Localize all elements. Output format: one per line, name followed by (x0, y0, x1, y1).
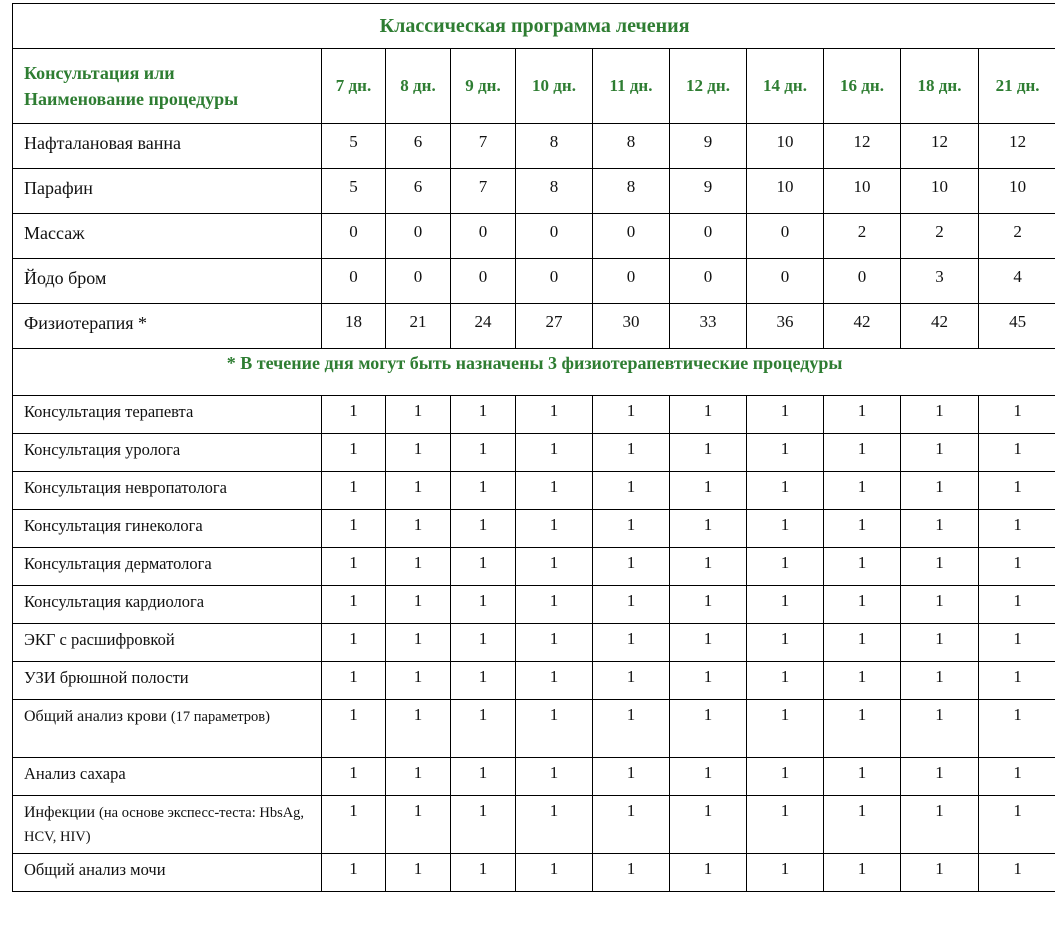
day-column-header: 16 дн. (824, 49, 901, 124)
value-cell: 1 (901, 854, 979, 892)
value-cell: 1 (670, 758, 747, 796)
value-cell: 1 (979, 548, 1055, 586)
value-cell: 0 (322, 259, 386, 304)
value-cell: 1 (670, 396, 747, 434)
day-column-header: 21 дн. (979, 49, 1055, 124)
value-cell: 0 (747, 259, 824, 304)
value-cell: 36 (747, 304, 824, 349)
value-cell: 0 (516, 259, 593, 304)
value-cell: 1 (670, 472, 747, 510)
value-cell: 1 (824, 758, 901, 796)
value-cell: 1 (901, 510, 979, 548)
value-cell: 1 (451, 662, 516, 700)
table-row (13, 304, 1055, 349)
value-cell: 42 (824, 304, 901, 349)
value-cell: 9 (670, 169, 747, 214)
procedure-name-cell (13, 586, 322, 624)
table-row (13, 472, 1055, 510)
value-cell: 1 (386, 758, 451, 796)
table-row (13, 124, 1055, 169)
value-cell: 1 (593, 700, 670, 758)
value-cell: 1 (747, 510, 824, 548)
procedure-name-cell (13, 700, 322, 758)
value-cell: 1 (516, 396, 593, 434)
value-cell: 1 (386, 548, 451, 586)
value-cell: 1 (979, 624, 1055, 662)
day-column-header: 10 дн. (516, 49, 593, 124)
value-cell: 30 (593, 304, 670, 349)
procedure-name-cell (13, 758, 322, 796)
value-cell: 1 (901, 548, 979, 586)
table-row (13, 758, 1055, 796)
value-cell: 1 (322, 624, 386, 662)
value-cell: 1 (322, 854, 386, 892)
value-cell: 1 (670, 434, 747, 472)
value-cell: 1 (593, 434, 670, 472)
value-cell: 1 (451, 548, 516, 586)
value-cell: 0 (516, 214, 593, 259)
value-cell: 1 (516, 548, 593, 586)
value-cell: 18 (322, 304, 386, 349)
value-cell: 1 (593, 854, 670, 892)
value-cell: 10 (901, 169, 979, 214)
value-cell: 1 (979, 510, 1055, 548)
value-cell: 1 (386, 662, 451, 700)
day-column-header: 11 дн. (593, 49, 670, 124)
value-cell: 1 (451, 472, 516, 510)
value-cell: 1 (386, 434, 451, 472)
value-cell: 1 (747, 434, 824, 472)
value-cell: 2 (979, 214, 1055, 259)
value-cell: 1 (451, 796, 516, 854)
value-cell: 1 (322, 510, 386, 548)
procedure-name-cell (13, 169, 322, 214)
value-cell: 10 (747, 169, 824, 214)
value-cell: 1 (593, 758, 670, 796)
procedure-name: ЭКГ с расшифровкой (24, 630, 175, 649)
value-cell: 1 (901, 662, 979, 700)
value-cell: 1 (824, 472, 901, 510)
value-cell: 1 (901, 624, 979, 662)
value-cell: 1 (322, 700, 386, 758)
procedure-name-cell (13, 214, 322, 259)
value-cell: 1 (451, 434, 516, 472)
value-cell: 1 (979, 472, 1055, 510)
value-cell: 1 (593, 662, 670, 700)
value-cell: 27 (516, 304, 593, 349)
value-cell: 1 (901, 586, 979, 624)
value-cell: 1 (593, 396, 670, 434)
procedure-name: Общий анализ крови (24, 708, 167, 725)
value-cell: 1 (901, 700, 979, 758)
procedure-name-cell (13, 624, 322, 662)
value-cell: 1 (670, 854, 747, 892)
value-cell: 1 (516, 758, 593, 796)
table-row (13, 854, 1055, 892)
value-cell: 1 (386, 700, 451, 758)
treatment-program-table (12, 3, 1055, 892)
procedure-name-cell (13, 548, 322, 586)
value-cell: 1 (901, 434, 979, 472)
value-cell: 1 (451, 510, 516, 548)
table-title: Классическая программа лечения (13, 4, 1055, 49)
value-cell: 1 (824, 396, 901, 434)
value-cell: 0 (386, 259, 451, 304)
procedure-name: Анализ сахара (24, 764, 126, 783)
value-cell: 33 (670, 304, 747, 349)
value-cell: 0 (824, 259, 901, 304)
table-row (13, 510, 1055, 548)
day-column-header: 18 дн. (901, 49, 979, 124)
procedure-header-line2: Наименование процедуры (24, 89, 239, 109)
value-cell: 0 (322, 214, 386, 259)
value-cell: 1 (386, 396, 451, 434)
procedure-name: Консультация невропатолога (24, 478, 227, 497)
procedure-column-header (13, 49, 322, 124)
value-cell: 1 (451, 396, 516, 434)
value-cell: 7 (451, 169, 516, 214)
note-row (13, 349, 1055, 396)
day-column-header: 9 дн. (451, 49, 516, 124)
value-cell: 12 (979, 124, 1055, 169)
value-cell: 1 (901, 796, 979, 854)
value-cell: 1 (322, 548, 386, 586)
value-cell: 5 (322, 124, 386, 169)
value-cell: 1 (451, 758, 516, 796)
value-cell: 1 (386, 472, 451, 510)
value-cell: 1 (824, 796, 901, 854)
day-column-header: 14 дн. (747, 49, 824, 124)
value-cell: 1 (516, 662, 593, 700)
value-cell: 1 (322, 586, 386, 624)
value-cell: 1 (451, 700, 516, 758)
value-cell: 1 (747, 586, 824, 624)
value-cell: 2 (901, 214, 979, 259)
value-cell: 1 (824, 854, 901, 892)
value-cell: 1 (386, 624, 451, 662)
value-cell: 0 (451, 259, 516, 304)
procedure-name-cell (13, 854, 322, 892)
value-cell: 1 (516, 434, 593, 472)
value-cell: 1 (824, 662, 901, 700)
value-cell: 1 (979, 854, 1055, 892)
value-cell: 1 (824, 510, 901, 548)
value-cell: 1 (824, 586, 901, 624)
value-cell: 9 (670, 124, 747, 169)
procedure-name-cell (13, 796, 322, 854)
value-cell: 1 (979, 796, 1055, 854)
value-cell: 1 (670, 548, 747, 586)
day-column-header: 8 дн. (386, 49, 451, 124)
procedure-name-cell (13, 124, 322, 169)
value-cell: 1 (747, 796, 824, 854)
value-cell: 1 (824, 700, 901, 758)
value-cell: 1 (670, 700, 747, 758)
value-cell: 1 (593, 510, 670, 548)
value-cell: 12 (901, 124, 979, 169)
value-cell: 1 (516, 624, 593, 662)
procedure-name: Массаж (24, 223, 85, 243)
value-cell: 1 (979, 700, 1055, 758)
procedure-name-cell (13, 472, 322, 510)
value-cell: 0 (593, 259, 670, 304)
day-column-header: 12 дн. (670, 49, 747, 124)
procedure-name-detail: (17 параметров) (170, 709, 270, 725)
procedure-name-detail: (на основе экспесс-теста: HbsAg, HCV, HIV) (24, 805, 305, 845)
procedure-name-cell (13, 434, 322, 472)
value-cell: 1 (322, 758, 386, 796)
value-cell: 21 (386, 304, 451, 349)
value-cell: 8 (516, 169, 593, 214)
value-cell: 1 (979, 758, 1055, 796)
table-row (13, 169, 1055, 214)
value-cell: 1 (747, 758, 824, 796)
procedure-name: Нафталановая ванна (24, 133, 182, 153)
value-cell: 10 (979, 169, 1055, 214)
value-cell: 1 (670, 796, 747, 854)
procedure-header-line1: Консультация или (24, 63, 175, 83)
value-cell: 1 (901, 472, 979, 510)
procedure-name: УЗИ брюшной полости (24, 668, 189, 687)
value-cell: 0 (451, 214, 516, 259)
table-row (13, 662, 1055, 700)
value-cell: 6 (386, 169, 451, 214)
value-cell: 1 (747, 624, 824, 662)
value-cell: 4 (979, 259, 1055, 304)
day-column-header: 7 дн. (322, 49, 386, 124)
value-cell: 10 (747, 124, 824, 169)
table-row (13, 586, 1055, 624)
table-row (13, 434, 1055, 472)
table-row (13, 624, 1055, 662)
value-cell: 12 (824, 124, 901, 169)
value-cell: 1 (593, 472, 670, 510)
physiotherapy-note: * В течение дня могут быть назначены 3 физиотерапевтические процедуры (13, 349, 1055, 396)
value-cell: 1 (516, 796, 593, 854)
value-cell: 1 (451, 624, 516, 662)
procedure-name: Парафин (24, 178, 93, 198)
value-cell: 1 (322, 396, 386, 434)
value-cell: 1 (386, 796, 451, 854)
value-cell: 1 (747, 700, 824, 758)
value-cell: 0 (670, 214, 747, 259)
value-cell: 1 (979, 434, 1055, 472)
value-cell: 8 (593, 169, 670, 214)
table-row (13, 548, 1055, 586)
value-cell: 1 (593, 548, 670, 586)
procedure-name: Физиотерапия * (24, 313, 148, 333)
value-cell: 1 (451, 586, 516, 624)
value-cell: 7 (451, 124, 516, 169)
value-cell: 1 (386, 510, 451, 548)
procedure-name: Инфекции (24, 804, 96, 821)
procedure-name: Консультация уролога (24, 440, 181, 459)
procedure-name-cell (13, 510, 322, 548)
table-row (13, 396, 1055, 434)
value-cell: 1 (516, 854, 593, 892)
value-cell: 1 (824, 548, 901, 586)
table-row (13, 796, 1055, 854)
value-cell: 1 (901, 396, 979, 434)
value-cell: 1 (516, 586, 593, 624)
value-cell: 1 (979, 586, 1055, 624)
value-cell: 3 (901, 259, 979, 304)
value-cell: 1 (516, 510, 593, 548)
procedure-name: Йодо бром (24, 268, 107, 288)
value-cell: 8 (516, 124, 593, 169)
table-row (13, 214, 1055, 259)
value-cell: 2 (824, 214, 901, 259)
value-cell: 1 (747, 396, 824, 434)
procedure-name: Консультация кардиолога (24, 592, 205, 611)
procedure-name: Консультация дерматолога (24, 554, 212, 573)
value-cell: 1 (747, 472, 824, 510)
value-cell: 1 (670, 510, 747, 548)
value-cell: 1 (670, 662, 747, 700)
table-row (13, 700, 1055, 758)
value-cell: 0 (670, 259, 747, 304)
value-cell: 1 (670, 586, 747, 624)
table-row (13, 259, 1055, 304)
value-cell: 1 (979, 662, 1055, 700)
value-cell: 1 (593, 586, 670, 624)
value-cell: 1 (322, 472, 386, 510)
procedure-name: Общий анализ мочи (24, 860, 166, 879)
procedure-name: Консультация терапевта (24, 402, 194, 421)
value-cell: 1 (593, 796, 670, 854)
value-cell: 1 (451, 854, 516, 892)
value-cell: 24 (451, 304, 516, 349)
value-cell: 1 (322, 796, 386, 854)
value-cell: 1 (747, 662, 824, 700)
treatment-program-sheet (12, 3, 1055, 892)
value-cell: 1 (979, 396, 1055, 434)
value-cell: 1 (386, 854, 451, 892)
value-cell: 1 (747, 854, 824, 892)
value-cell: 1 (322, 662, 386, 700)
procedure-name-cell (13, 396, 322, 434)
value-cell: 5 (322, 169, 386, 214)
procedure-name-cell (13, 304, 322, 349)
value-cell: 1 (670, 624, 747, 662)
value-cell: 1 (322, 434, 386, 472)
value-cell: 0 (593, 214, 670, 259)
value-cell: 1 (901, 758, 979, 796)
value-cell: 10 (824, 169, 901, 214)
value-cell: 1 (516, 472, 593, 510)
value-cell: 1 (824, 624, 901, 662)
value-cell: 0 (386, 214, 451, 259)
value-cell: 1 (516, 700, 593, 758)
value-cell: 1 (386, 586, 451, 624)
value-cell: 0 (747, 214, 824, 259)
value-cell: 1 (824, 434, 901, 472)
value-cell: 1 (593, 624, 670, 662)
value-cell: 8 (593, 124, 670, 169)
value-cell: 42 (901, 304, 979, 349)
value-cell: 1 (747, 548, 824, 586)
procedure-name-cell (13, 662, 322, 700)
procedure-name: Консультация гинеколога (24, 516, 203, 535)
procedure-name-cell (13, 259, 322, 304)
value-cell: 45 (979, 304, 1055, 349)
value-cell: 6 (386, 124, 451, 169)
